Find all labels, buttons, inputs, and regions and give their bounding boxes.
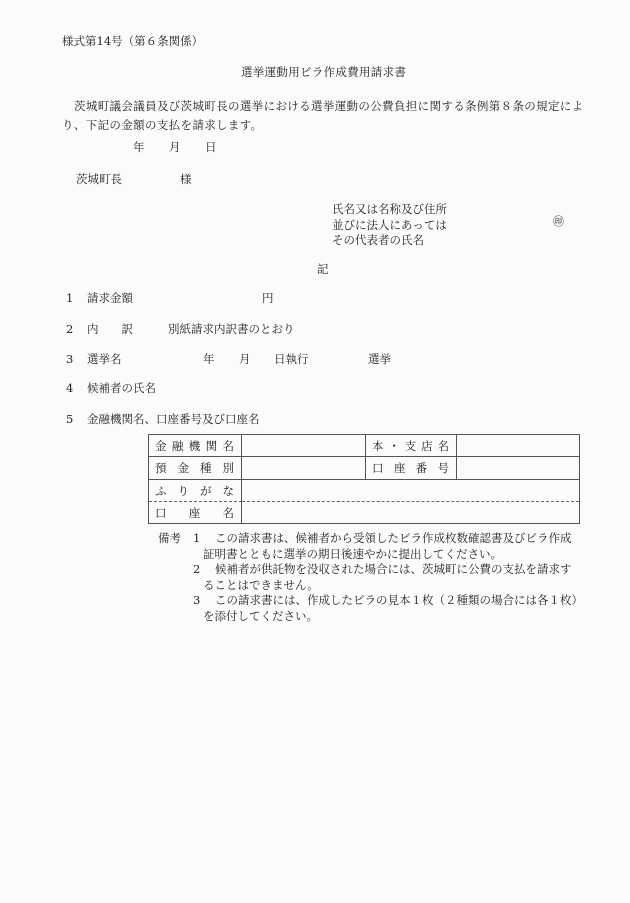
form-number: 様式第14号（第６条関係） — [62, 34, 204, 48]
applicant-line1: 氏名又は名称及び住所 — [332, 202, 447, 216]
label-deposit-type: 預 金 種 別 — [149, 457, 242, 480]
item-number: 3 — [66, 352, 74, 366]
applicant-block — [332, 202, 447, 249]
account-number-field[interactable] — [457, 457, 579, 480]
date-month: 月 — [169, 140, 181, 154]
yen-unit: 円 — [262, 291, 274, 305]
deposit-type-field[interactable] — [242, 457, 366, 480]
branch-name-field[interactable] — [457, 435, 579, 457]
body-text: 茨城町議会議員及び茨城町長の選挙における選挙運動の公費負担に関する条例第８条の規定により、下記の金額の支払を請求します。 — [62, 99, 584, 132]
note-text-line2: を添付してください。 — [203, 608, 318, 623]
applicant-line3: その代表者の氏名 — [332, 233, 424, 247]
furigana-field[interactable] — [242, 480, 579, 502]
item-number: 1 — [66, 291, 74, 305]
election-suffix: 選挙 — [368, 352, 391, 366]
item-number: 5 — [66, 412, 74, 426]
date-day: 日 — [205, 140, 217, 154]
election-month: 月 — [239, 352, 251, 366]
label-account-number: 口 座 番 号 — [366, 457, 457, 480]
addressee-honorific: 様 — [180, 172, 192, 186]
note-number: 3 — [193, 593, 201, 607]
election-day: 日執行 — [274, 352, 309, 366]
item-label: 請求金額 — [87, 291, 133, 305]
ki-heading: 記 — [317, 262, 329, 276]
note-text-line1: この請求書は、候補者から受領したビラ作成枚数確認書及びビラ作成 — [215, 531, 572, 545]
note-number: 2 — [193, 562, 201, 576]
date-year: 年 — [133, 140, 145, 154]
document-title: 選挙運動用ビラ作成費用請求書 — [241, 65, 407, 79]
item-value: 別紙請求内訳書のとおり — [168, 322, 295, 336]
item-label: 内 訳 — [87, 322, 133, 336]
note-number: 1 — [193, 531, 201, 545]
label-bank-name: 金 融 機 関 名 — [149, 435, 242, 457]
account-name-field[interactable] — [242, 502, 579, 523]
notes-heading: 備考 — [158, 531, 181, 545]
note-text-line2: ることはできません。 — [203, 577, 319, 592]
bank-name-field[interactable] — [242, 435, 366, 457]
label-account-name: 口 座 名 — [149, 502, 242, 523]
item-number: 4 — [66, 381, 74, 395]
addressee-name: 茨城町長 — [76, 172, 122, 186]
label-branch-name: 本 ・ 支 店 名 — [366, 435, 457, 457]
item-label: 候補者の氏名 — [87, 381, 156, 395]
note-text-line2: 証明書とともに選挙の期日後速やかに提出してください。 — [203, 546, 502, 561]
item-number: 2 — [66, 322, 74, 336]
item-label: 選挙名 — [87, 352, 122, 366]
bank-table — [148, 434, 580, 524]
seal-icon: ㊞ — [553, 215, 564, 228]
label-furigana: ふ り が な — [149, 480, 242, 502]
item-label: 金融機関名、口座番号及び口座名 — [87, 412, 260, 426]
applicant-line2: 並びに法人にあっては — [332, 217, 447, 232]
note-text-line1: この請求書には、作成したビラの見本１枚（２種類の場合には各１枚） — [215, 593, 583, 607]
election-year: 年 — [203, 352, 215, 366]
note-text-line1: 候補者が供託物を没収された場合には、茨城町に公費の支払を請求す — [215, 562, 572, 576]
